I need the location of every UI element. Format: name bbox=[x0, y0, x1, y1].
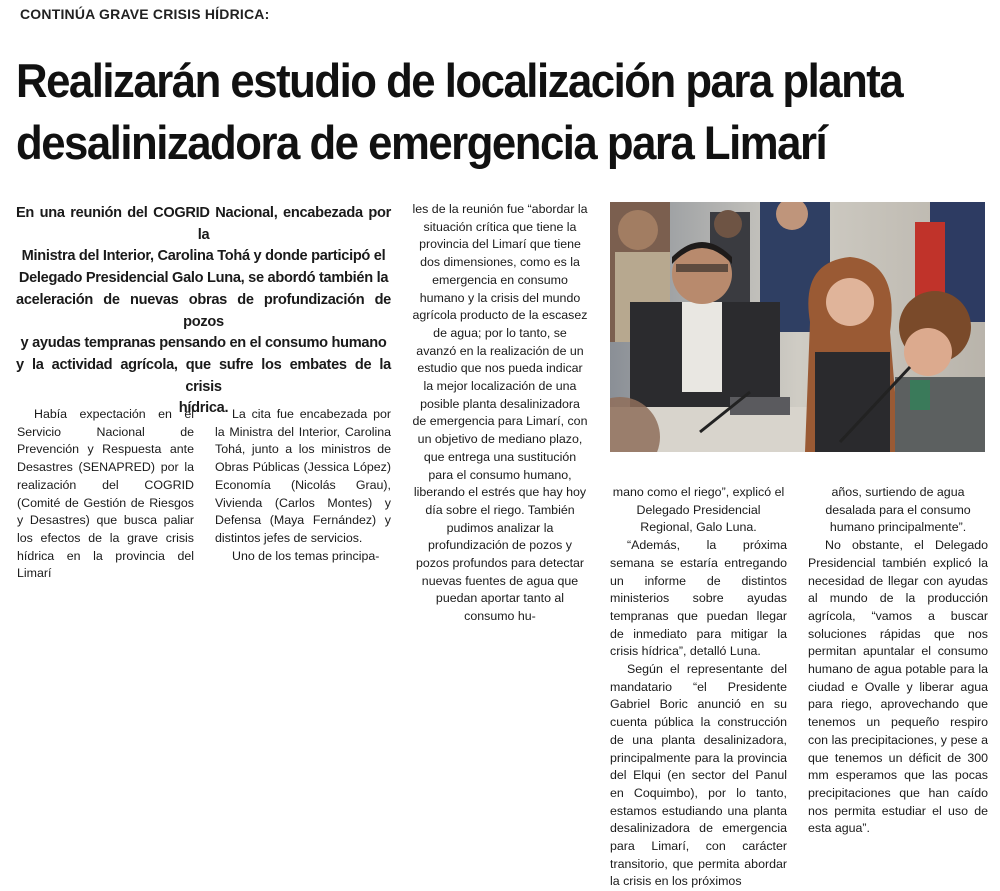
headline-line-1: Realizarán estudio de localización para planta bbox=[16, 54, 903, 107]
body-paragraph: “Además, la próxima semana se estaría entregando un informe de distintos ministerios sobre ayudas tempranas que puedan llegar de inmediato para mitigar la crisis hídrica”, detalló Luna. bbox=[610, 538, 787, 659]
lead-line: Ministra del Interior, Carolina Tohá y donde participó el bbox=[21, 248, 386, 265]
lead-line: y ayudas tempranas pensando en el consumo humano bbox=[20, 335, 387, 352]
body-paragraph: Uno de los temas principa- bbox=[232, 548, 380, 563]
body-column-5 bbox=[808, 484, 988, 838]
body-column-3 bbox=[412, 201, 588, 626]
lead-line: y la actividad agrícola, que sufre los embates de la crisis bbox=[16, 356, 391, 395]
body-paragraph: No obstante, el Delegado Presidencial también explicó la necesidad de llegar con ayudas al mundo de la producción agrícola, “vamos a buscar soluciones rápidas que nos permitan apuntalar el consumo humano de agua potable para la ciudad e Ovalle y liberar agua para riego, aprovechando que tenemos un pequeño respiro con las precipitaciones, y pese a que tenemos un déficit de 300 mm esperamos que las pocas precipitaciones que han caído nos permita estudiar el uso de esta agua”. bbox=[808, 538, 988, 836]
body-column-1 bbox=[17, 406, 194, 583]
lead-line: En una reunión del COGRID Nacional, encabezada por la bbox=[16, 205, 391, 243]
lead-paragraph bbox=[16, 203, 391, 420]
body-paragraph: Había expectación en el Servicio Nacional de Prevención y Respuesta ante Desastres (SENAPRED) por la realización del COGRID (Comité de Gestión de Riesgos y Desastres) que busca paliar los efectos de la grave crisis hídrica en la provincia del Limarí bbox=[17, 407, 194, 581]
kicker: CONTINÚA GRAVE CRISIS HÍDRICA: bbox=[20, 6, 270, 22]
meeting-photo bbox=[610, 202, 985, 452]
meeting-photo-icon bbox=[610, 202, 985, 452]
body-paragraph: La cita fue encabezada por la Ministra del Interior, Carolina Tohá, junto a los ministros de Obras Públicas (Jessica López) Economía (Nicolás Grau), Vivienda (Carlos Montes) y Defensa (Maya Fernández) y distintos jefes de servicios. bbox=[215, 407, 391, 545]
headline-line-2: desalinizadora de emergencia para Limarí bbox=[16, 116, 827, 169]
body-column-2 bbox=[215, 406, 391, 565]
lead-line: hídrica. bbox=[178, 400, 229, 417]
body-paragraph: Según el representante del mandatario “el Presidente Gabriel Boric anunció en su cuenta pública la construcción de una planta desalinizadora, principalmente para la provincia del Elqui (en sector del Panul en Coquimbo), por lo tanto, estamos estudiando una planta desalinizadora de emergencia para Limarí, con carácter transitorio, que permita abordar la crisis en los próximos bbox=[610, 662, 787, 889]
lead-line: aceleración de nuevas obras de profundización de pozos bbox=[16, 291, 391, 330]
body-paragraph: años, surtiendo de agua desalada para el consumo humano principalmente”. bbox=[825, 485, 971, 535]
body-column-4 bbox=[610, 484, 787, 891]
body-paragraph: mano como el riego”, explicó el Delegado Presidencial Regional, Galo Luna. bbox=[612, 485, 785, 535]
headline bbox=[16, 50, 923, 174]
lead-line: Delegado Presidencial Galo Luna, se abordó también la bbox=[18, 270, 389, 287]
body-paragraph: les de la reunión fue “abordar la situación crítica que tiene la provincia del Limarí que tiene dos dimensiones, como es la emergencia en consumo humano y la crisis del mundo agrícola producto de la escasez de agua; por lo tanto, se avanzó en la realización de un estudio que nos pueda indicar la mejor localización de una posible planta desalinizadora de emergencia para Limarí, con un objetivo de mediano plazo, que entrega una sustitución para el consumo humano, liberando el estrés que hay hoy día sobre el riego. También pudimos analizar la profundización de pozos y pozos profundos para detectar nuevas fuentes de agua que puedan aportar tanto al consumo hu- bbox=[412, 202, 588, 624]
